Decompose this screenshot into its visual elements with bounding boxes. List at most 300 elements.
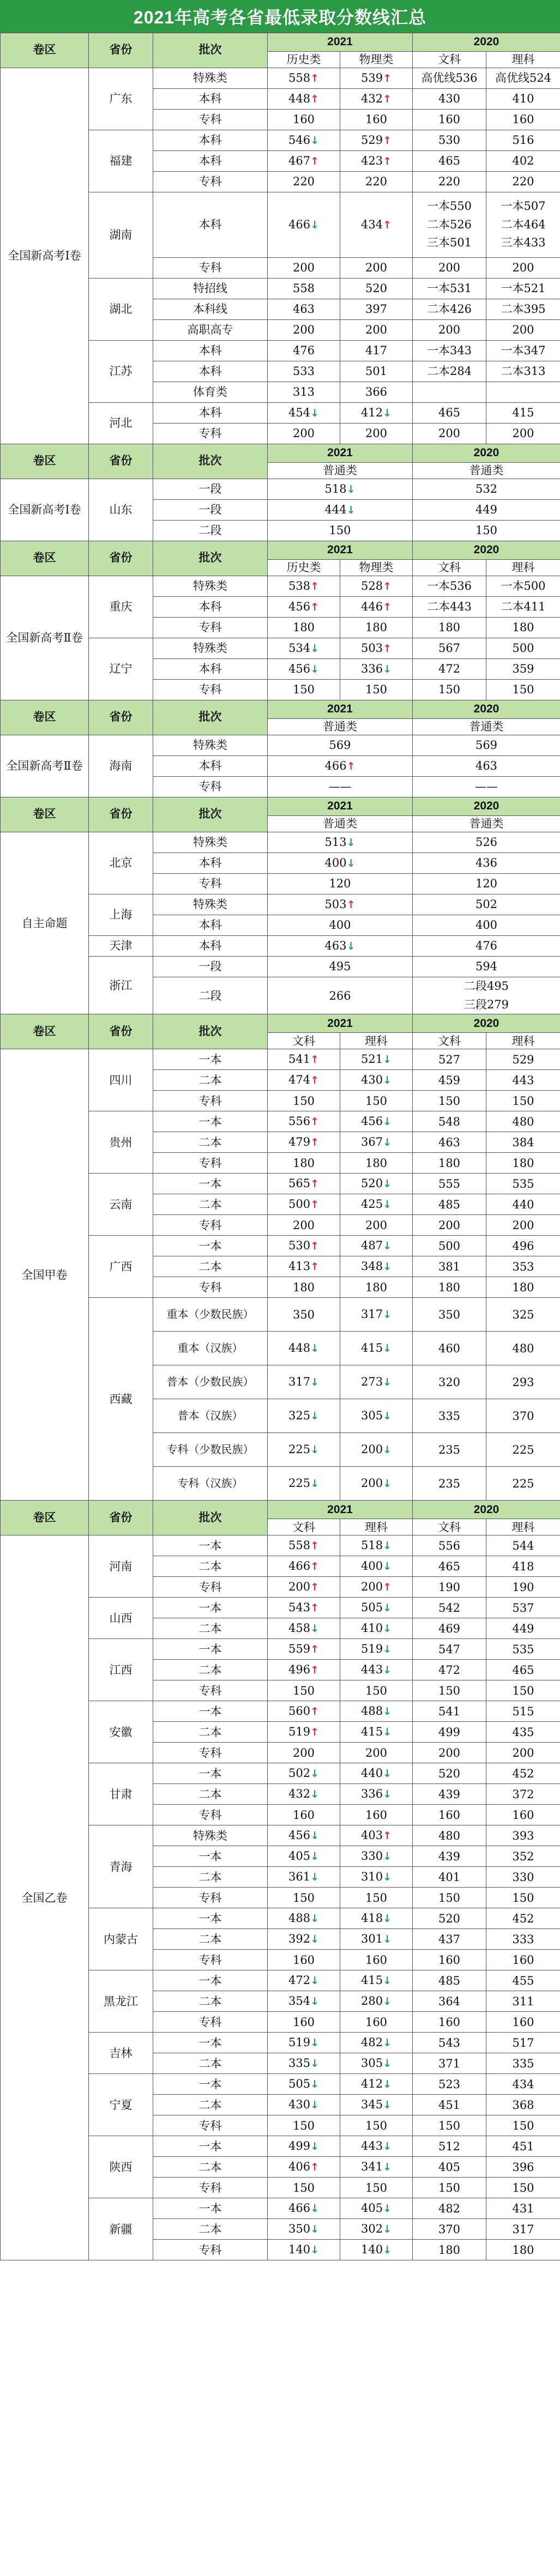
arrow-up-icon: ↑ [310,1136,319,1149]
header-category: 普通类 [268,816,413,832]
batch-cell: 专科 [153,1805,268,1825]
value-cell: 350 [268,1298,340,1332]
value-cell: 200 [268,424,340,444]
header-province: 省份 [89,541,153,576]
value-cell [268,1132,340,1153]
batch-cell: 专科 [153,1950,268,1970]
province-cell: 广西 [89,1236,153,1298]
arrow-down-icon: ↓ [310,1996,319,2008]
value-cell: 443 [486,1070,560,1091]
value-cell: 200 [413,1215,486,1236]
value-cell [340,2095,413,2115]
arrow-down-icon: ↓ [383,1913,392,1925]
value-cell: 160 [413,2012,486,2033]
value-cell: 150 [486,680,560,700]
header-region: 卷区 [1,541,89,576]
value-cell: 558 [268,279,340,299]
value-cell: 527 [413,1049,486,1070]
batch-cell: 专科 [153,172,268,192]
batch-cell: 专科 [153,680,268,700]
arrow-down-icon: ↓ [310,1913,319,1925]
batch-cell: 二本 [153,2157,268,2178]
value-cell [340,1256,413,1277]
value-cell [340,192,413,258]
arrow-down-icon: ↓ [310,135,319,147]
header-batch: 批次 [153,797,268,832]
value-cell: 150 [413,680,486,700]
batch-cell: 专科 [153,1680,268,1701]
batch-cell: 一本 [153,1701,268,1722]
header-row [1,700,560,719]
value-cell [340,597,413,618]
header-category: 文科 [413,1033,486,1049]
header-batch: 批次 [153,1014,268,1049]
value-cell [268,1908,340,1929]
arrow-up-icon: ↑ [310,1581,319,1594]
value-cell: 418 [486,1556,560,1577]
value-cell [340,1867,413,1888]
arrow-down-icon: ↓ [383,2078,392,2091]
header-category: 理科 [340,1033,413,1049]
arrow-down-icon: ↓ [383,1074,392,1087]
value-cell [268,576,340,597]
score-value: 479 [288,1135,311,1149]
arrow-up-icon: ↑ [346,760,356,773]
batch-cell: 本科 [153,915,268,936]
value-cell: 465 [413,151,486,172]
value-cell [340,1399,413,1433]
value-cell: 一本536 [413,576,486,597]
value-cell [268,832,413,853]
province-cell: 福建 [89,130,153,192]
value-cell [413,977,560,1014]
value-cell: 485 [413,1194,486,1215]
batch-cell: 本科 [153,361,268,382]
score-value: 403 [360,1829,383,1842]
score-value: 302 [360,2222,383,2236]
batch-cell: 专科 [153,1091,268,1111]
value-cell: 150 [486,1888,560,1908]
value-cell: 325 [486,1298,560,1332]
score-value: 530 [288,1239,311,1253]
batch-cell: 二本 [153,1556,268,1577]
score-value: 415 [360,1974,383,1987]
value-cell: 200 [413,320,486,341]
arrow-down-icon: ↓ [310,2099,319,2112]
value-cell: 一本531 [413,279,486,299]
province-cell: 吉林 [89,2033,153,2074]
value-cell: 二本313 [486,361,560,382]
value-cell: 150 [486,1091,560,1111]
value-cell [268,1194,340,1215]
score-value: 405 [360,2202,383,2215]
batch-cell: 一本 [153,1970,268,1991]
value-cell [268,403,340,424]
arrow-down-icon: ↓ [383,1178,392,1190]
batch-cell: 一本 [153,2033,268,2053]
province-cell: 山东 [89,479,153,541]
score-value: 440 [360,1767,383,1780]
score-value: 367 [360,1135,383,1149]
score-value: 502 [288,1767,311,1780]
value-cell [268,2136,340,2157]
arrow-down-icon: ↓ [310,643,319,655]
value-cell [268,1784,340,1805]
value-cell: 520 [413,1908,486,1929]
score-value: 405 [288,1849,311,1863]
batch-cell: 普本（少数民族） [153,1365,268,1399]
arrow-down-icon: ↓ [310,1343,319,1355]
arrow-down-icon: ↓ [310,2078,319,2091]
arrow-down-icon: ↓ [383,1444,392,1456]
value-cell: 二本443 [413,597,486,618]
arrow-down-icon: ↓ [383,1240,392,1253]
value-cell: 150 [486,2178,560,2198]
province-cell: 广东 [89,68,153,130]
batch-cell: 一本 [153,1174,268,1194]
header-province: 省份 [89,1014,153,1049]
value-cell: 397 [340,299,413,320]
score-value: 425 [360,1198,383,1211]
value-cell [268,1867,340,1888]
value-cell: 393 [486,1825,560,1846]
value-cell: 180 [268,618,340,638]
arrow-down-icon: ↓ [346,483,356,496]
province-cell: 新疆 [89,2198,153,2260]
score-value: 518 [324,482,347,496]
value-cell: 150 [340,2178,413,2198]
batch-cell: 一段 [153,500,268,521]
batch-cell: 特殊类 [153,735,268,756]
arrow-down-icon: ↓ [310,2223,319,2236]
batch-cell: 二本 [153,1991,268,2012]
value-cell [268,1846,340,1867]
value-cell: 370 [413,2219,486,2240]
arrow-up-icon: ↑ [383,580,392,593]
header-category: 普通类 [413,463,560,479]
value-cell: 160 [486,110,560,130]
value-cell [486,192,560,258]
batch-cell: 高职高专 [153,320,268,341]
value-cell: 452 [486,1763,560,1784]
value-cell: 472 [413,1660,486,1680]
value-cell [268,89,340,110]
value-cell [268,1598,340,1618]
score-value: 534 [288,642,311,655]
value-cell: 180 [268,1277,340,1298]
arrow-down-icon: ↓ [383,1933,392,1946]
score-table-body [1,33,560,2260]
score-value: 400 [360,1559,383,1573]
value-cell [268,1763,340,1784]
value-cell: 402 [486,151,560,172]
value-cell [268,1618,340,1639]
score-value: 317 [360,1308,383,1321]
value-cell: 317 [486,2219,560,2240]
value-cell [268,1825,340,1846]
value-cell: 465 [413,403,486,424]
batch-cell: 一本 [153,2198,268,2219]
province-cell: 河北 [89,403,153,444]
header-year-2020: 2020 [413,1014,560,1033]
value-cell: 555 [413,1174,486,1194]
arrow-down-icon: ↓ [310,1376,319,1389]
value-cell [268,1701,340,1722]
header-category: 普通类 [268,719,413,735]
value-cell: 200 [486,424,560,444]
value-cell: 396 [486,2157,560,2178]
value-cell: 335 [413,1399,486,1433]
value-cell [340,1598,413,1618]
cell-line: 三段279 [463,997,509,1011]
value-cell [268,192,340,258]
score-value: 348 [360,1260,383,1273]
arrow-down-icon: ↓ [383,1726,392,1739]
score-value: 456 [288,662,311,676]
value-cell: 200 [486,320,560,341]
value-cell [413,382,486,403]
header-year-2021: 2021 [268,1014,413,1033]
value-cell: 200 [340,1743,413,1763]
value-cell: 220 [413,172,486,192]
value-cell [340,1660,413,1680]
value-cell: 401 [413,1867,486,1888]
score-value: 310 [360,1870,383,1884]
value-cell [340,1236,413,1256]
value-cell: 200 [268,258,340,279]
batch-cell: 重本（汉族） [153,1332,268,1365]
batch-cell: 二本 [153,1867,268,1888]
arrow-down-icon: ↓ [383,1975,392,1987]
batch-cell: 二本 [153,2095,268,2115]
score-value: 415 [360,1341,383,1355]
score-value: 430 [288,2098,311,2112]
header-row [1,444,560,463]
value-cell: 520 [413,1763,486,1784]
value-cell: 313 [268,382,340,403]
value-cell: 501 [340,361,413,382]
value-cell [268,2095,340,2115]
value-cell [340,2157,413,2178]
province-cell: 重庆 [89,576,153,638]
value-cell: 235 [413,1433,486,1467]
value-cell [268,2219,340,2240]
cell-line: 一本507 [501,199,546,213]
value-cell: 530 [413,130,486,151]
value-cell [268,756,413,777]
header-year-2020: 2020 [413,797,560,816]
arrow-down-icon: ↓ [310,1933,319,1946]
value-cell: 535 [486,1174,560,1194]
score-value: 558 [288,1539,311,1552]
value-cell [340,2240,413,2260]
value-cell: 150 [340,1888,413,1908]
value-cell [268,68,340,89]
value-cell: 415 [486,403,560,424]
score-value: 225 [288,1477,311,1490]
score-value: 448 [288,1341,311,1355]
value-cell: 180 [486,2240,560,2260]
value-cell [340,1332,413,1365]
score-value: 301 [360,1932,383,1946]
batch-cell: 特殊类 [153,894,268,915]
value-cell: 372 [486,1784,560,1805]
batch-cell: 特殊类 [153,576,268,597]
batch-cell: 特殊类 [153,68,268,89]
header-category: 普通类 [413,719,560,735]
batch-cell: 一本 [153,1639,268,1660]
arrow-up-icon: ↑ [310,1602,319,1614]
score-value: 418 [360,1912,383,1925]
arrow-down-icon: ↓ [383,1871,392,1884]
value-cell: 150 [413,1091,486,1111]
value-cell: 200 [268,1743,340,1763]
arrow-up-icon: ↑ [310,155,319,168]
value-cell [340,2136,413,2157]
value-cell: 150 [340,680,413,700]
batch-cell: 本科 [153,341,268,361]
batch-cell: 专科 [153,1277,268,1298]
header-year-2021: 2021 [268,444,413,463]
value-cell: 220 [268,172,340,192]
batch-cell: 特招线 [153,279,268,299]
province-cell: 贵州 [89,1111,153,1174]
value-cell [268,1365,340,1399]
arrow-down-icon: ↓ [310,407,319,420]
arrow-up-icon: ↑ [310,1074,319,1087]
header-batch: 批次 [153,1501,268,1535]
score-value: 474 [288,1073,311,1087]
arrow-up-icon: ↑ [310,1116,319,1128]
value-cell: 476 [413,936,560,957]
batch-cell: 专科 [153,777,268,797]
score-value: 413 [288,1260,311,1273]
value-cell: 512 [413,2136,486,2157]
value-cell: 381 [413,1256,486,1277]
batch-cell: 本科 [153,936,268,957]
region-cell: 全国乙卷 [1,1535,89,2260]
value-cell [340,1846,413,1867]
arrow-down-icon: ↓ [383,2037,392,2049]
score-value: 520 [360,1177,383,1190]
arrow-down-icon: ↓ [383,663,392,676]
arrow-down-icon: ↓ [383,2203,392,2215]
score-value: 432 [360,92,383,106]
header-batch: 批次 [153,541,268,576]
value-cell: 526 [413,832,560,853]
value-cell: 480 [413,1825,486,1846]
region-cell: 全国新高考Ⅱ卷 [1,576,89,700]
batch-cell: 一本 [153,1763,268,1784]
score-value: 354 [288,1994,311,2008]
value-cell: 465 [486,1660,560,1680]
batch-cell: 二本 [153,2219,268,2240]
value-cell: 二本395 [486,299,560,320]
value-cell: 472 [413,659,486,680]
value-cell: 150 [486,1680,560,1701]
batch-cell: 二本 [153,2053,268,2074]
value-cell [340,1049,413,1070]
value-cell: 266 [268,977,413,1014]
arrow-down-icon: ↓ [310,219,319,232]
value-cell: 431 [486,2198,560,2219]
value-cell: —— [268,777,413,797]
arrow-down-icon: ↓ [383,1996,392,2008]
value-cell: 463 [413,756,560,777]
value-cell: 200 [340,1215,413,1236]
value-cell: 547 [413,1639,486,1660]
arrow-up-icon: ↑ [310,1706,319,1718]
province-cell: 安徽 [89,1701,153,1763]
value-cell [340,130,413,151]
batch-cell: 本科 [153,597,268,618]
value-cell: 160 [413,1950,486,1970]
value-cell [340,1970,413,1991]
value-cell [268,2198,340,2219]
batch-cell: 本科 [153,403,268,424]
batch-cell: 一本 [153,1846,268,1867]
value-cell: 150 [268,2115,340,2136]
value-cell: 520 [340,279,413,299]
score-value: 482 [360,2036,383,2049]
province-cell: 辽宁 [89,638,153,700]
score-value: 538 [288,579,311,593]
score-value: 446 [360,600,383,614]
batch-cell: 一本 [153,1598,268,1618]
arrow-down-icon: ↓ [346,837,356,849]
batch-cell: 二本 [153,1784,268,1805]
value-cell: 150 [486,2115,560,2136]
value-cell: 150 [268,521,413,541]
value-cell [268,1535,340,1556]
value-cell: 449 [413,500,560,521]
value-cell: 二本426 [413,299,486,320]
value-cell: 180 [413,618,486,638]
value-cell: 220 [340,172,413,192]
score-value: 487 [360,1239,383,1253]
value-cell: 160 [413,110,486,130]
batch-cell: 专科 [153,258,268,279]
cell-line: 一本550 [426,199,472,213]
arrow-down-icon: ↓ [383,1602,392,1614]
arrow-down-icon: ↓ [383,407,392,420]
value-cell: 368 [486,2095,560,2115]
value-cell: 435 [486,1722,560,1743]
cell-line: 二本464 [501,217,546,231]
value-cell [268,2240,340,2260]
arrow-down-icon: ↓ [383,1706,392,1718]
value-cell: 200 [413,258,486,279]
header-province: 省份 [89,33,153,68]
header-batch: 批次 [153,700,268,735]
value-cell: 502 [413,894,560,915]
score-value: 225 [288,1443,311,1456]
value-cell: 二本411 [486,597,560,618]
value-cell [268,500,413,521]
header-year-2020: 2020 [413,444,560,463]
value-cell: 410 [486,89,560,110]
value-cell: 180 [340,1277,413,1298]
batch-cell: 一本 [153,1535,268,1556]
value-cell: 567 [413,638,486,659]
value-cell: 459 [413,1070,486,1091]
header-year-2020: 2020 [413,700,560,719]
arrow-up-icon: ↑ [310,601,319,614]
batch-cell: 本科 [153,130,268,151]
batch-cell: 二本 [153,1132,268,1153]
value-cell: 160 [268,110,340,130]
arrow-down-icon: ↓ [383,1478,392,1490]
